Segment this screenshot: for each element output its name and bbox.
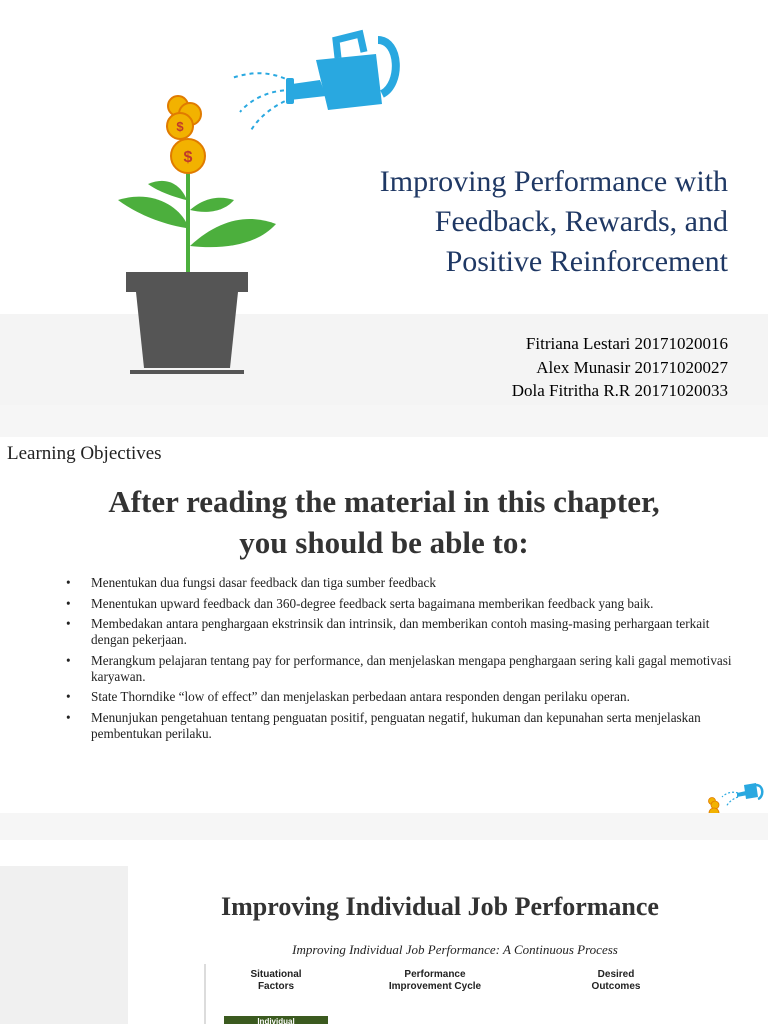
objective-text: Membedakan antara penghargaan ekstrinsik dan intrinsik, dan memberikan contoh masing-masing perhargaan terkait dengan pekerjaan. bbox=[91, 616, 710, 647]
slide-separator bbox=[0, 405, 768, 437]
coin-icon bbox=[167, 96, 205, 173]
objective-text: Menentukan upward feedback dan 360-degree feedback serta bagaimana memberikan feedback yang baik. bbox=[91, 595, 654, 611]
watering-can-icon bbox=[286, 34, 396, 110]
heading-line: Improvement Cycle bbox=[388, 981, 482, 992]
heading-line: Performance bbox=[404, 969, 466, 980]
title-line: Positive Reinforcement bbox=[445, 245, 728, 278]
objective-text: Merangkum pelajaran tentang pay for performance, dan menjelaskan mengapa penghargaan sering kali gagal memotivasi karyawan. bbox=[91, 652, 732, 684]
column-heading bbox=[206, 969, 346, 993]
bullet-icon: • bbox=[66, 595, 71, 611]
svg-text:$: $ bbox=[176, 119, 184, 134]
heading-line: Situational bbox=[250, 969, 302, 980]
author-name: Dola Fitritha R.R 20171020033 bbox=[511, 381, 728, 400]
presentation-title bbox=[288, 162, 728, 282]
objective-text: Menunjukan pengetahuan tentang penguatan positif, penguatan negatif, hukuman dan kepunahan serta menjelaskan pembentukan perilaku. bbox=[91, 709, 701, 741]
heading-line: Factors bbox=[257, 981, 295, 992]
watering-can-icon bbox=[737, 783, 762, 799]
title-line: Feedback, Rewards, and bbox=[434, 205, 728, 238]
heading-line: Outcomes bbox=[591, 981, 641, 992]
list-item bbox=[60, 689, 740, 705]
author-name: Fitriana Lestari 20171020016 bbox=[525, 334, 728, 353]
title-line: Improving Performance with bbox=[379, 165, 728, 198]
bullet-icon: • bbox=[66, 709, 71, 725]
individual-box: Individual bbox=[224, 1016, 328, 1024]
author-list bbox=[512, 332, 728, 403]
bullet-icon: • bbox=[66, 652, 71, 668]
objectives-heading bbox=[0, 481, 768, 563]
objective-text: Menentukan dua fungsi dasar feedback dan tiga sumber feedback bbox=[91, 575, 436, 590]
water-stream-icon bbox=[232, 73, 292, 132]
heading-line: you should be able to: bbox=[239, 525, 529, 560]
list-item bbox=[60, 653, 740, 685]
money-plant-icon bbox=[694, 777, 764, 813]
objectives-slide bbox=[0, 437, 768, 813]
list-item bbox=[60, 575, 740, 591]
author-name: Alex Munasir 20171020027 bbox=[536, 357, 728, 377]
svg-text:$: $ bbox=[183, 149, 193, 166]
objective-text: State Thorndike “low of effect” dan menjelaskan perbedaan antara responden dengan perilaku operan. bbox=[91, 689, 630, 704]
slide-title: Improving Individual Job Performance bbox=[221, 892, 659, 921]
heading-line: Desired bbox=[597, 969, 635, 980]
column-heading bbox=[546, 969, 686, 993]
bullet-icon: • bbox=[66, 689, 71, 704]
heading-line: After reading the material in this chapter, bbox=[108, 484, 660, 519]
job-performance-slide bbox=[0, 840, 768, 1024]
objectives-list bbox=[60, 575, 740, 746]
bullet-icon: • bbox=[66, 575, 71, 590]
bullet-icon: • bbox=[66, 616, 71, 631]
column-heading bbox=[365, 969, 505, 993]
pot-icon bbox=[126, 272, 248, 374]
list-item bbox=[60, 710, 740, 742]
title-slide bbox=[0, 0, 768, 405]
list-item bbox=[60, 616, 740, 648]
slide-side-panel bbox=[0, 866, 128, 1024]
figure-title: Improving Individual Job Performance: A Continuous Process bbox=[292, 942, 618, 957]
list-item bbox=[60, 596, 740, 612]
section-label: Learning Objectives bbox=[7, 443, 162, 464]
